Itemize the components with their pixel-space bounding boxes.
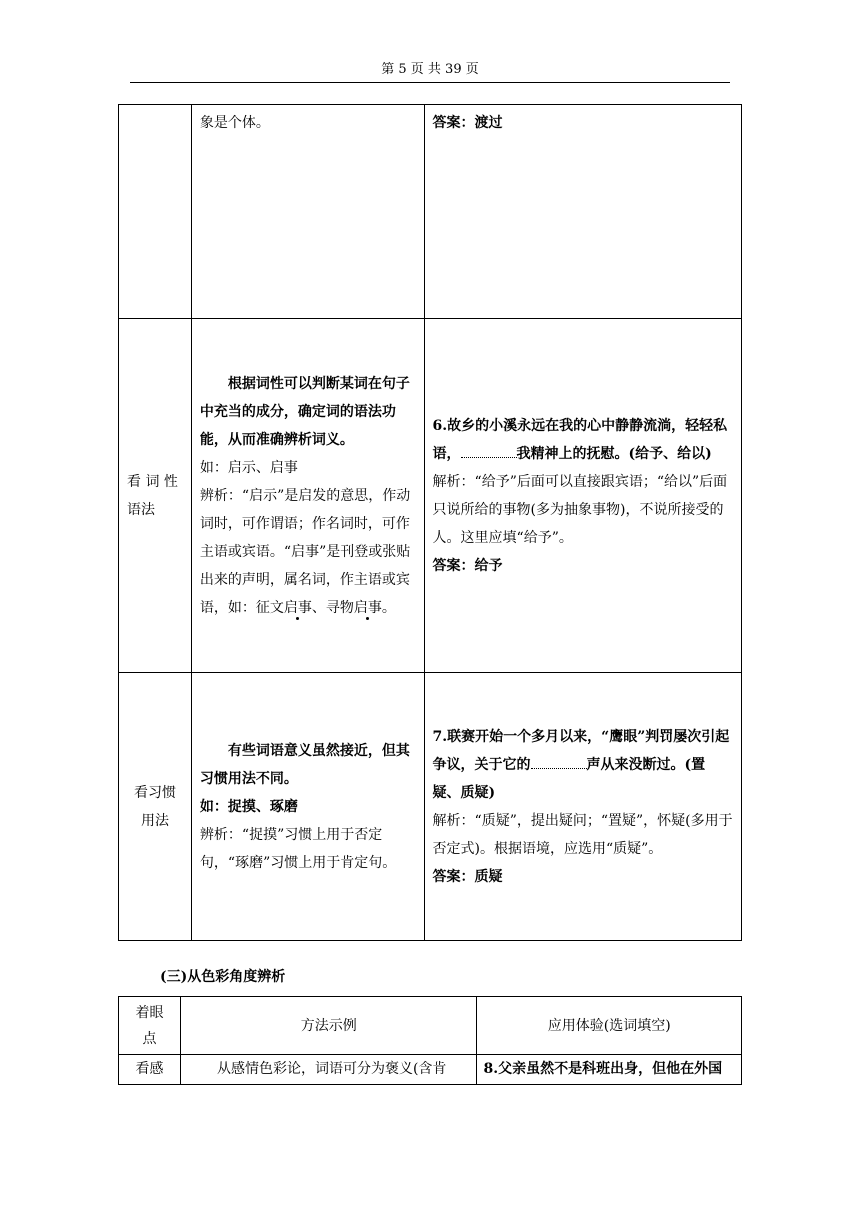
- label-cell: [119, 105, 192, 319]
- analysis-text: 解析：“给予”后面可以直接跟宾语；“给以”后面只说所给的事物(多为抽象事物)，不说所接受的人。这里应填“给予”。: [432, 473, 728, 546]
- label-line: 用法: [140, 812, 169, 829]
- question-part: 6.故乡的小溪永远在我的心中静静流淌，轻轻私语，: [432, 417, 728, 462]
- method-example: 如：捉摸、琢磨: [199, 798, 298, 815]
- question-part: 我精神上的抚慰。(给予、给以): [516, 445, 712, 462]
- label-line: 看 词 性: [127, 473, 178, 490]
- emphasis-word: 启事: [283, 599, 312, 616]
- method-example: 如：启示、启事: [199, 459, 298, 476]
- table-row: [119, 105, 742, 319]
- table-header-row: [119, 997, 742, 1055]
- method-table: [118, 104, 742, 941]
- column-header: 方法示例: [180, 997, 477, 1055]
- method-analysis: 辨析：“捉摸”习惯上用于否定句，“琢磨”习惯上用于肯定句。: [199, 826, 397, 871]
- answer-text: 答案：给予: [432, 557, 503, 574]
- answer-text: 答案：质疑: [432, 868, 503, 885]
- page-header: [130, 60, 730, 83]
- answer-text: 答案：渡过: [432, 115, 503, 131]
- question-part: 声从来没断过。(置疑、质疑): [432, 756, 706, 801]
- question-text: [433, 412, 733, 468]
- method-text: 象是个体。: [199, 115, 270, 131]
- color-method-table: [118, 996, 742, 1085]
- table-row: [119, 673, 742, 941]
- question-text: 8.父亲虽然不是科班出身，但他在外国: [483, 1061, 723, 1077]
- method-cell: [191, 105, 424, 319]
- fill-blank: [461, 441, 517, 458]
- example-cell: [424, 105, 741, 319]
- label-cell: [119, 1055, 181, 1085]
- question-part: 7.联赛开始一个多月以来，“鹰眼”判罚屡次引起争议，关于它的: [432, 728, 730, 773]
- column-header: 应用体验(选词填空): [477, 997, 742, 1055]
- label-line: 看习惯: [133, 784, 176, 801]
- analysis-text: 、寻物: [311, 599, 354, 616]
- label-text: 看感: [135, 1061, 164, 1077]
- method-text: 从感情色彩论，词语可分为褒义(含肯: [216, 1061, 447, 1077]
- emphasis-word: 启事: [353, 599, 382, 616]
- label-cell: [119, 319, 192, 673]
- question-text: [433, 723, 733, 807]
- method-cell: [191, 673, 424, 941]
- fill-blank: [531, 752, 587, 769]
- page-number-text: 第 5 页 共 39 页: [381, 62, 479, 77]
- analysis-text: 辨析：“启示”是启发的意思，作动词时，可作谓语；作名词时，可作主语或宾语。“启事”是刊登或张贴出来的声明，属名词，作主语或宾语，如：征文: [199, 487, 411, 616]
- section-title: (三)从色彩角度辨析: [160, 969, 286, 985]
- method-cell: [191, 319, 424, 673]
- table-row: [119, 319, 742, 673]
- example-cell: [424, 319, 741, 673]
- label-line: 语法: [127, 501, 155, 518]
- analysis-text: 。: [381, 599, 396, 616]
- label-cell: [119, 673, 192, 941]
- method-cell: [180, 1055, 477, 1085]
- method-intro: 有些词语意义虽然接近，但其习惯用法不同。: [199, 742, 410, 787]
- method-intro: 根据词性可以判断某词在句子中充当的成分，确定词的语法功能，从而准确辨析词义。: [199, 375, 410, 448]
- example-cell: [424, 673, 741, 941]
- table-row: [119, 1055, 742, 1085]
- method-analysis: [200, 482, 416, 622]
- example-cell: [477, 1055, 742, 1085]
- analysis-text: 解析：“质疑”，提出疑问；“置疑”，怀疑(多用于否定式)。根据语境，应选用“质疑”。: [432, 812, 733, 857]
- column-header: 着眼点: [119, 997, 181, 1055]
